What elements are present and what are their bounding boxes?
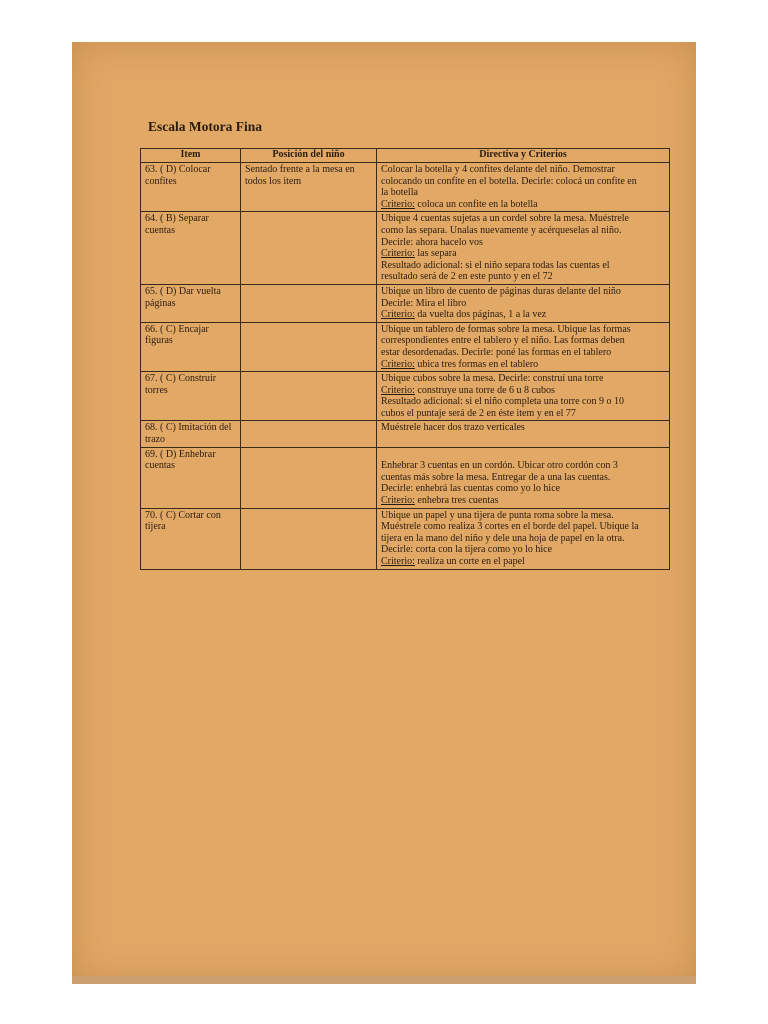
criterio-label: Criterio: (381, 198, 415, 210)
directive-line (381, 510, 665, 522)
directive-line (381, 286, 665, 298)
directive-line (381, 408, 665, 420)
directive-line (381, 422, 665, 434)
cell-item (141, 284, 241, 322)
directive-line (381, 556, 665, 568)
cell-directive (377, 212, 670, 285)
directive-text: colocando un confite en el botella. Decirle: colocá un confite en (381, 175, 637, 187)
cell-position (241, 447, 377, 508)
item-label-line: 63. ( D) Colocar (145, 164, 211, 175)
cell-directive (377, 447, 670, 508)
cell-directive (377, 284, 670, 322)
directive-text: la botella (381, 187, 418, 199)
item-label-line: figuras (145, 335, 173, 347)
directive-line (381, 237, 665, 249)
directive-line (381, 271, 665, 283)
directive-line (381, 164, 665, 176)
directive-line (381, 385, 665, 397)
item-label-line: confites (145, 175, 177, 187)
table-row (141, 212, 670, 285)
directive-text: Decirle: Mira el libro (381, 297, 467, 309)
cell-item (141, 421, 241, 447)
cell-position (241, 372, 377, 421)
cell-item (141, 163, 241, 212)
cell-directive (377, 508, 670, 569)
directive-line (381, 248, 665, 260)
directive-text: Resultado adicional: si el niño separa todas las cuentas el (381, 259, 610, 271)
header-directive: Directiva y Criterios (377, 149, 670, 163)
directive-line (381, 460, 665, 472)
directive-text: Ubique un papel y una tijera de punta roma sobre la mesa. (381, 509, 614, 521)
directive-line (381, 521, 665, 533)
directive-text: Muéstrele hacer dos trazo verticales (381, 422, 525, 434)
item-label-line: trazo (145, 434, 165, 446)
item-label-line: 68. ( C) Imitación del (145, 422, 232, 434)
directive-text: resultado será de 2 en este punto y en el 72 (381, 271, 553, 283)
cell-directive (377, 322, 670, 371)
cell-directive (377, 421, 670, 447)
cell-position (241, 322, 377, 371)
table-row (141, 421, 670, 447)
item-label-line: cuentas (145, 460, 175, 472)
directive-text: Decirle: corta con la tijera como yo lo hice (381, 544, 553, 556)
criterio-label: Criterio: (381, 248, 415, 260)
criterio-label: Criterio: (381, 358, 415, 370)
directive-text: las separa (414, 248, 457, 260)
item-label-line: 65. ( D) Dar vuelta (145, 285, 221, 297)
item-label-line: 69. ( D) Enhebrar (145, 448, 216, 460)
directive-text: da vuelta dos páginas, 1 a la vez (414, 309, 547, 321)
cell-position (241, 508, 377, 569)
cell-directive (377, 372, 670, 421)
table-row (141, 508, 670, 569)
directive-line (381, 199, 665, 211)
directive-text: construye una torre de 6 u 8 cubos (414, 384, 555, 396)
directive-text: tijera en la mano del niño y dele una hoja de papel en la otra. (381, 532, 625, 544)
directive-line (381, 533, 665, 545)
directive-text: realiza un corte en el papel (414, 556, 525, 567)
directive-line (381, 225, 665, 237)
directive-line (381, 187, 665, 199)
table-row (141, 322, 670, 371)
item-label-line: torres (145, 384, 168, 396)
directive-text: Colocar la botella y 4 confites delante del niño. Demostrar (381, 164, 615, 175)
directive-line (381, 324, 665, 336)
directive-line (381, 495, 665, 507)
directive-line (381, 544, 665, 556)
directive-text: Resultado adicional: si el niño completa una torre con 9 o 10 (381, 396, 624, 408)
directive-text: estar desordenadas. Decirle: poné las formas en el tablero (381, 346, 612, 358)
directive-line (381, 472, 665, 484)
directive-text: Enhebrar 3 cuentas en un cordón. Ubicar otro cordón con 3 (381, 460, 618, 472)
directive-text: Decirle: enhebrá las cuentas como yo lo hice (381, 483, 561, 495)
cell-directive (377, 163, 670, 212)
directive-line (381, 309, 665, 321)
item-label-line: 70. ( C) Cortar con (145, 509, 221, 521)
table-row (141, 163, 670, 212)
cell-item (141, 212, 241, 285)
directive-text: Ubique un tablero de formas sobre la mesa. Ubique las formas (381, 323, 631, 335)
directive-text: enhebra tres cuentas (414, 495, 499, 507)
item-label-line: tijera (145, 521, 166, 533)
header-position: Posición del niño (241, 149, 377, 163)
item-label-line: 66. ( C) Encajar (145, 323, 209, 335)
table-row (141, 372, 670, 421)
directive-text: Ubique cubos sobre la mesa. Decirle: construí una torre (381, 373, 604, 385)
criteria-table (140, 148, 670, 570)
directive-text: coloca un confite en la botella (414, 198, 538, 210)
directive-text: ubica tres formas en el tablero (414, 358, 539, 370)
position-line: Sentado frente a la mesa en (245, 164, 355, 175)
criterio-label: Criterio: (381, 384, 415, 396)
directive-line (381, 335, 665, 347)
table-header-row (141, 149, 670, 163)
cell-position (241, 421, 377, 447)
item-label-line: páginas (145, 297, 176, 309)
cell-position (241, 212, 377, 285)
directive-text: cubos el puntaje será de 2 en éste item y en el 77 (381, 407, 576, 419)
cell-position (241, 284, 377, 322)
cell-position (241, 163, 377, 212)
item-label-line: cuentas (145, 224, 175, 236)
position-line: todos los item (245, 175, 302, 187)
directive-line (381, 213, 665, 225)
directive-text: Muéstrele como realiza 3 cortes en el borde del papel. Ubique la (381, 521, 639, 533)
criterio-label: Criterio: (381, 495, 415, 507)
header-item: Item (141, 149, 241, 163)
directive-line (381, 298, 665, 310)
directive-line (381, 359, 665, 371)
directive-line (381, 483, 665, 495)
directive-line (381, 373, 665, 385)
cell-item (141, 508, 241, 569)
directive-line (381, 396, 665, 408)
directive-line (381, 449, 665, 461)
directive-text: como las separa. Únalas nuevamente y acérqueselas al niño. (381, 224, 622, 236)
directive-line (381, 176, 665, 188)
cell-item (141, 322, 241, 371)
directive-text: Ubique un libro de cuento de páginas duras delante del niño (381, 285, 621, 297)
table-body (141, 163, 670, 570)
page-title: Escala Motora Fina (148, 119, 262, 134)
cell-item (141, 447, 241, 508)
cell-item (141, 372, 241, 421)
directive-line (381, 347, 665, 359)
table-row (141, 447, 670, 508)
directive-text: correspondientes entre el tablero y el niño. Las formas deben (381, 335, 625, 347)
table-row (141, 284, 670, 322)
directive-line (381, 260, 665, 272)
item-label-line: 67. ( C) Construir (145, 373, 217, 385)
criterio-label: Criterio: (381, 309, 415, 321)
paper-edge (72, 976, 696, 984)
criterio-label: Criterio: (381, 556, 415, 567)
item-label-line: 64. ( B) Separar (145, 213, 209, 225)
directive-text: Ubique 4 cuentas sujetas a un cordel sobre la mesa. Muéstrele (381, 213, 629, 225)
directive-text: cuentas más sobre la mesa. Entregar de a una las cuentas. (381, 471, 611, 483)
directive-text: Decirle: ahora hacelo vos (381, 236, 483, 248)
